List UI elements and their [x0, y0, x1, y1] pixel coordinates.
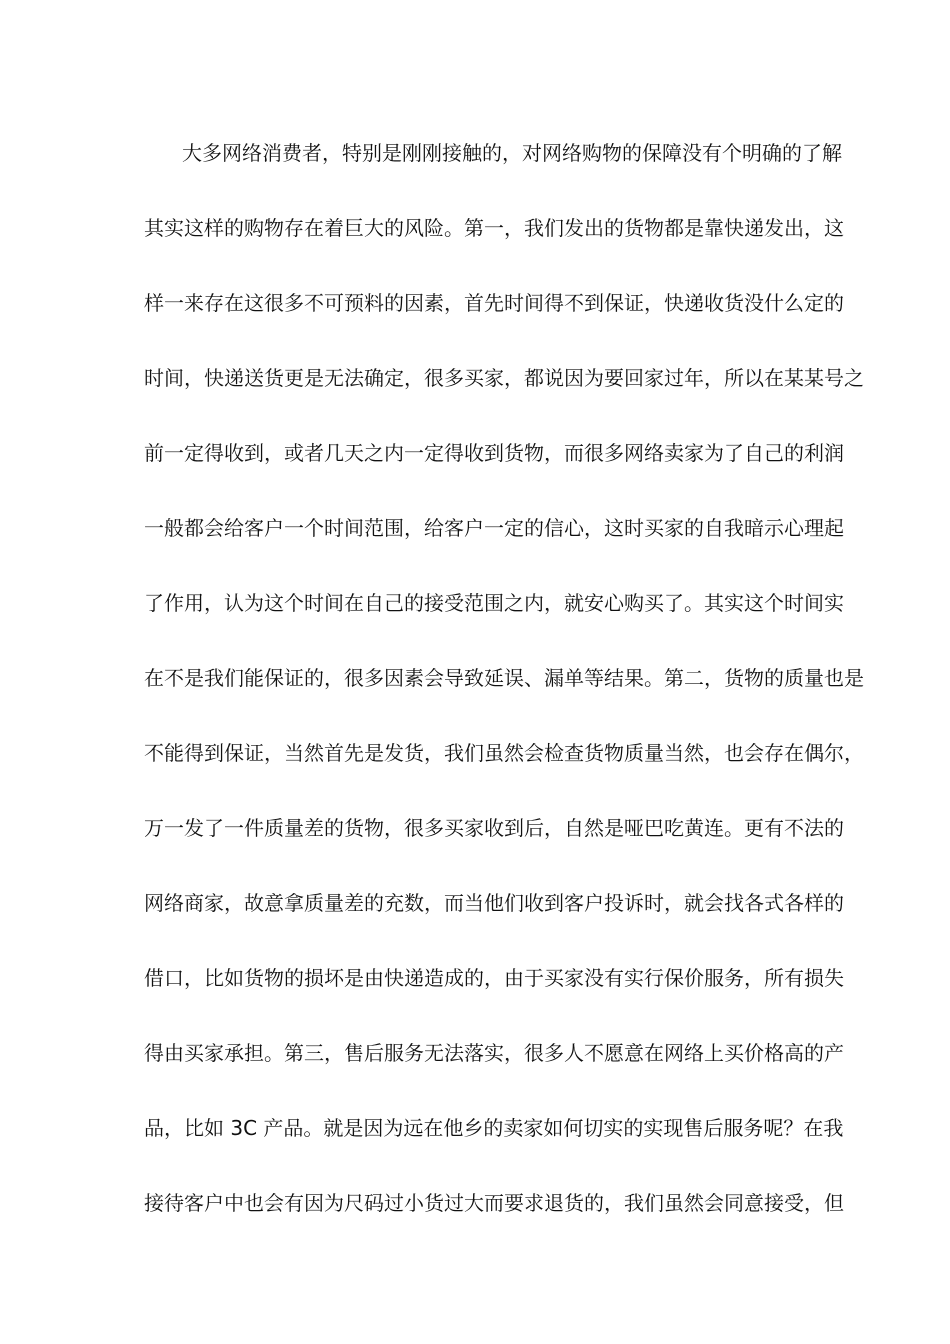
- paragraph-line: 时间，快递送货更是无法确定，很多买家，都说因为要回家过年，所以在某某号之: [144, 366, 864, 390]
- paragraph-line: 其实这样的购物存在着巨大的风险。第一，我们发出的货物都是靠快递发出，这: [144, 216, 844, 240]
- paragraph-line: 接待客户中也会有因为尺码过小货过大而要求退货的，我们虽然会同意接受，但: [144, 1191, 844, 1215]
- paragraph-line: 大多网络消费者，特别是刚刚接触的，对网络购物的保障没有个明确的了解: [182, 141, 842, 165]
- paragraph-line: 得由买家承担。第三，售后服务无法落实，很多人不愿意在网络上买价格高的产: [144, 1041, 844, 1065]
- paragraph-line: 品，比如 3C 产品。就是因为远在他乡的卖家如何切实的实现售后服务呢？在我: [144, 1116, 844, 1140]
- paragraph-line: 样一来存在这很多不可预料的因素，首先时间得不到保证，快递收货没什么定的: [144, 291, 844, 315]
- paragraph-line: 在不是我们能保证的，很多因素会导致延误、漏单等结果。第二，货物的质量也是: [144, 666, 864, 690]
- paragraph-line: 万一发了一件质量差的货物，很多买家收到后，自然是哑巴吃黄连。更有不法的: [144, 816, 844, 840]
- paragraph-line: 网络商家，故意拿质量差的充数，而当他们收到客户投诉时，就会找各式各样的: [144, 891, 844, 915]
- body-paragraph: [144, 133, 864, 1258]
- paragraph-line: 一般都会给客户一个时间范围，给客户一定的信心，这时买家的自我暗示心理起: [144, 516, 844, 540]
- paragraph-line: 借口，比如货物的损坏是由快递造成的，由于买家没有实行保价服务，所有损失: [144, 966, 844, 990]
- paragraph-line: 不能得到保证，当然首先是发货，我们虽然会检查货物质量当然，也会存在偶尔，: [144, 741, 864, 765]
- paragraph-line: 了作用，认为这个时间在自己的接受范围之内，就安心购买了。其实这个时间实: [144, 591, 844, 615]
- paragraph-line: 前一定得收到，或者几天之内一定得收到货物，而很多网络卖家为了自己的利润: [144, 441, 844, 465]
